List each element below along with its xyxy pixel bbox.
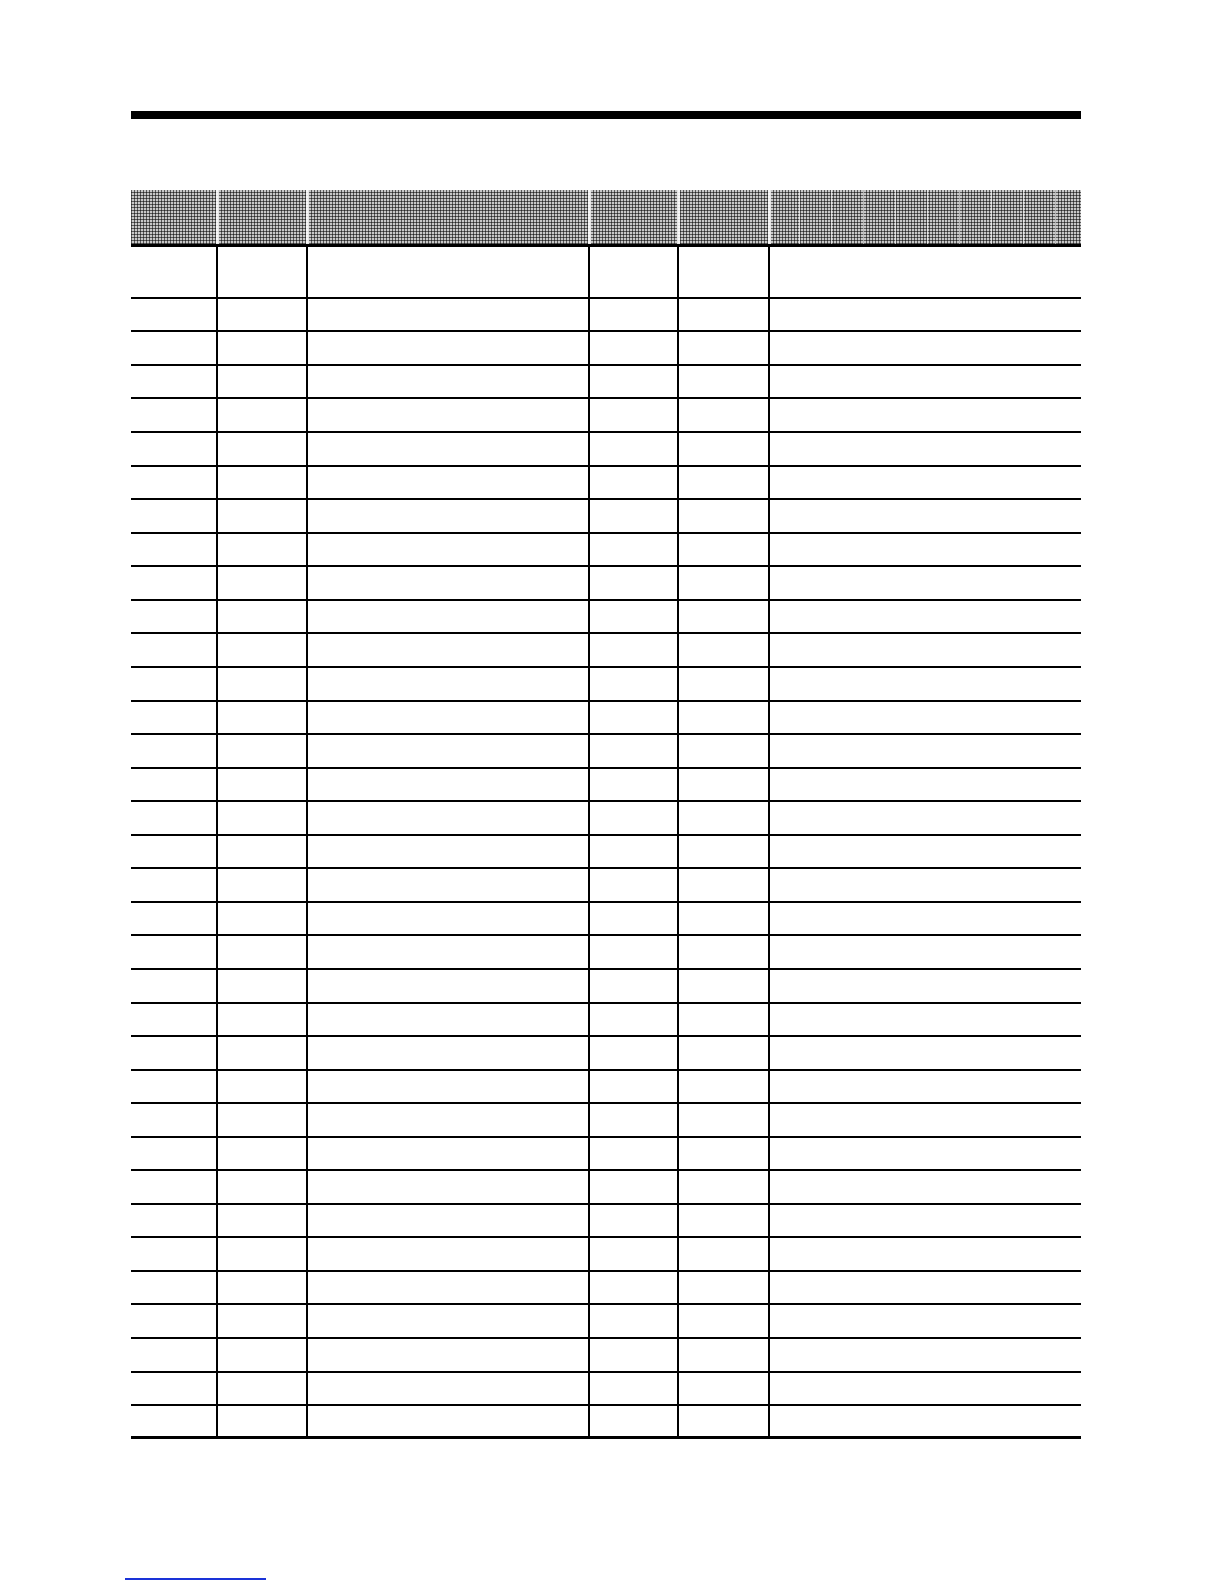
table-cell (589, 298, 678, 331)
table-cell (589, 768, 678, 801)
table-cell (307, 331, 589, 365)
table-cell (678, 298, 769, 331)
table-cell (307, 1103, 589, 1137)
table-cell (131, 466, 217, 499)
table-cell (217, 600, 307, 633)
table-cell (678, 432, 769, 466)
table-cell (589, 1338, 678, 1372)
table-cell (217, 734, 307, 768)
table-cell (217, 1338, 307, 1372)
table-cell (678, 600, 769, 633)
table-cell (589, 432, 678, 466)
table-cell (678, 1304, 769, 1338)
table-cell (307, 566, 589, 600)
table-cell (769, 331, 1081, 365)
table-cell (769, 868, 1081, 902)
table-cell (769, 801, 1081, 835)
table-cell (307, 466, 589, 499)
table-cell (678, 1405, 769, 1436)
table-cell (307, 1372, 589, 1405)
table-cell (769, 1304, 1081, 1338)
table-cell (131, 1137, 217, 1170)
table-cell (307, 1003, 589, 1036)
table-cell (131, 734, 217, 768)
table-cell (217, 1237, 307, 1271)
table-cell (307, 1271, 589, 1304)
table-cell (307, 801, 589, 835)
table-cell (217, 1271, 307, 1304)
table-cell (589, 835, 678, 868)
table-cell (217, 499, 307, 533)
table-cell (307, 365, 589, 398)
table-cell (217, 1070, 307, 1103)
table-cell (769, 432, 1081, 466)
data-table (131, 190, 1081, 1439)
table-cell (769, 1170, 1081, 1204)
table-cell (589, 398, 678, 432)
table-cell (769, 298, 1081, 331)
table-cell (217, 768, 307, 801)
table-cell (217, 1372, 307, 1405)
table-cell (217, 1103, 307, 1137)
table-cell (589, 1036, 678, 1070)
table-cell (307, 868, 589, 902)
table-cell (589, 935, 678, 969)
table-cell (769, 701, 1081, 734)
table-cell (769, 969, 1081, 1003)
table-cell (589, 868, 678, 902)
table-cell (589, 1204, 678, 1237)
table-cell (769, 667, 1081, 701)
table-cell (678, 868, 769, 902)
table-cell (307, 734, 589, 768)
table-cell (589, 1137, 678, 1170)
table-cell (131, 1271, 217, 1304)
table-cell (217, 935, 307, 969)
table-cell (678, 1372, 769, 1405)
table-cell (307, 1338, 589, 1372)
table-cell (307, 1204, 589, 1237)
table-cell (217, 365, 307, 398)
table-cell (678, 499, 769, 533)
table-cell (678, 1204, 769, 1237)
table-cell (769, 398, 1081, 432)
column-header (589, 190, 678, 244)
table-cell (307, 902, 589, 935)
table-cell (131, 868, 217, 902)
table-cell (678, 1338, 769, 1372)
table-cell (769, 902, 1081, 935)
table-cell (769, 1405, 1081, 1436)
table-cell (589, 1103, 678, 1137)
table-cell (678, 466, 769, 499)
table-cell (307, 247, 589, 298)
table-cell (307, 935, 589, 969)
table-cell (769, 1237, 1081, 1271)
table-cell (217, 247, 307, 298)
table-cell (307, 701, 589, 734)
table-cell (131, 566, 217, 600)
table-cell (217, 1036, 307, 1070)
table-cell (678, 801, 769, 835)
table-cell (307, 398, 589, 432)
table-cell (678, 935, 769, 969)
table-cell (307, 499, 589, 533)
table-cell (769, 1003, 1081, 1036)
table-cell (307, 969, 589, 1003)
table-cell (131, 1070, 217, 1103)
table-cell (678, 533, 769, 566)
table-cell (217, 701, 307, 734)
footer-link[interactable] (125, 1578, 266, 1580)
table-cell (131, 667, 217, 701)
table-cell (307, 432, 589, 466)
table-cell (131, 835, 217, 868)
table-cell (589, 1271, 678, 1304)
table-cell (131, 365, 217, 398)
table-cell (307, 1405, 589, 1436)
table-cell (589, 499, 678, 533)
table-cell (589, 969, 678, 1003)
table-cell (589, 902, 678, 935)
table-cell (678, 701, 769, 734)
table-cell (589, 1237, 678, 1271)
table-cell (769, 935, 1081, 969)
table-cell (769, 734, 1081, 768)
table-cell (131, 398, 217, 432)
table-cell (307, 633, 589, 667)
table-cell (131, 1204, 217, 1237)
table-cell (217, 1304, 307, 1338)
table-cell (589, 633, 678, 667)
table-cell (678, 398, 769, 432)
table-cell (678, 566, 769, 600)
table-cell (307, 600, 589, 633)
table-cell (678, 835, 769, 868)
table-cell (131, 331, 217, 365)
table-cell (589, 1070, 678, 1103)
table-cell (217, 1204, 307, 1237)
table-cell (131, 1237, 217, 1271)
table-cell (769, 1070, 1081, 1103)
table-cell (678, 1237, 769, 1271)
table-cell (131, 969, 217, 1003)
table-cell (769, 835, 1081, 868)
table-cell (589, 801, 678, 835)
table-cell (589, 533, 678, 566)
table-cell (769, 499, 1081, 533)
table-cell (678, 1271, 769, 1304)
table-cell (769, 1338, 1081, 1372)
table-cell (589, 247, 678, 298)
table-cell (131, 1103, 217, 1137)
table-cell (307, 1170, 589, 1204)
table-cell (769, 633, 1081, 667)
table-cell (769, 1137, 1081, 1170)
table-cell (131, 499, 217, 533)
table-cell (131, 1405, 217, 1436)
table-cell (131, 902, 217, 935)
table-cell (307, 298, 589, 331)
table-cell (678, 1103, 769, 1137)
table-cell (307, 1304, 589, 1338)
table-cell (678, 1070, 769, 1103)
table-cell (217, 432, 307, 466)
table-cell (131, 298, 217, 331)
table-cell (131, 701, 217, 734)
table-cell (131, 247, 217, 298)
table-cell (769, 247, 1081, 298)
table-cell (678, 902, 769, 935)
table-cell (589, 331, 678, 365)
column-header (307, 190, 589, 244)
table-cell (307, 667, 589, 701)
table-cell (217, 667, 307, 701)
table-cell (131, 633, 217, 667)
table-cell (678, 969, 769, 1003)
table-cell (769, 600, 1081, 633)
table-cell (589, 701, 678, 734)
table-cell (678, 1036, 769, 1070)
table-cell (307, 1070, 589, 1103)
table-cell (769, 1204, 1081, 1237)
table-bottom-rule (131, 1436, 1081, 1439)
table-cell (217, 1405, 307, 1436)
title-rule (131, 111, 1081, 119)
table-cell (131, 1372, 217, 1405)
table-cell (769, 1036, 1081, 1070)
table-cell (217, 1137, 307, 1170)
table-cell (678, 365, 769, 398)
table-cell (131, 935, 217, 969)
table-cell (589, 734, 678, 768)
column-header (678, 190, 769, 244)
table-cell (217, 835, 307, 868)
column-header (131, 190, 217, 244)
table-cell (131, 801, 217, 835)
table-cell (589, 365, 678, 398)
table-cell (307, 533, 589, 566)
table-cell (131, 1304, 217, 1338)
table-cell (307, 1137, 589, 1170)
column-header (217, 190, 307, 244)
table-cell (589, 1372, 678, 1405)
table-cell (678, 1170, 769, 1204)
table-cell (307, 1036, 589, 1070)
table-cell (589, 566, 678, 600)
table-cell (131, 600, 217, 633)
table-cell (678, 734, 769, 768)
table-cell (217, 533, 307, 566)
table-cell (131, 768, 217, 801)
table-cell (131, 432, 217, 466)
table-cell (589, 1405, 678, 1436)
table-cell (678, 667, 769, 701)
table-cell (217, 1170, 307, 1204)
table-cell (769, 466, 1081, 499)
table-cell (131, 1003, 217, 1036)
table-cell (589, 600, 678, 633)
table-cell (217, 902, 307, 935)
table-cell (769, 1372, 1081, 1405)
table-cell (678, 331, 769, 365)
table-cell (769, 1103, 1081, 1137)
table-cell (217, 969, 307, 1003)
table-cell (131, 1170, 217, 1204)
table-cell (217, 1003, 307, 1036)
table-cell (307, 1237, 589, 1271)
table-cell (307, 768, 589, 801)
table-cell (769, 365, 1081, 398)
table-cell (217, 331, 307, 365)
table-cell (307, 835, 589, 868)
table-cell (678, 633, 769, 667)
table-cell (678, 247, 769, 298)
table-cell (678, 768, 769, 801)
table-cell (589, 1304, 678, 1338)
table-cell (678, 1137, 769, 1170)
table-cell (589, 1003, 678, 1036)
table-cell (769, 1271, 1081, 1304)
table-cell (217, 633, 307, 667)
table-cell (589, 667, 678, 701)
table-cell (131, 1036, 217, 1070)
table-cell (217, 801, 307, 835)
column-header (769, 190, 1081, 244)
table-cell (769, 566, 1081, 600)
table-cell (217, 466, 307, 499)
table-cell (769, 768, 1081, 801)
table-cell (589, 1170, 678, 1204)
table-cell (131, 533, 217, 566)
table-cell (217, 398, 307, 432)
table-cell (217, 868, 307, 902)
table-cell (131, 1338, 217, 1372)
table-cell (678, 1003, 769, 1036)
table-cell (217, 298, 307, 331)
table-cell (769, 533, 1081, 566)
table-cell (589, 466, 678, 499)
table-cell (217, 566, 307, 600)
